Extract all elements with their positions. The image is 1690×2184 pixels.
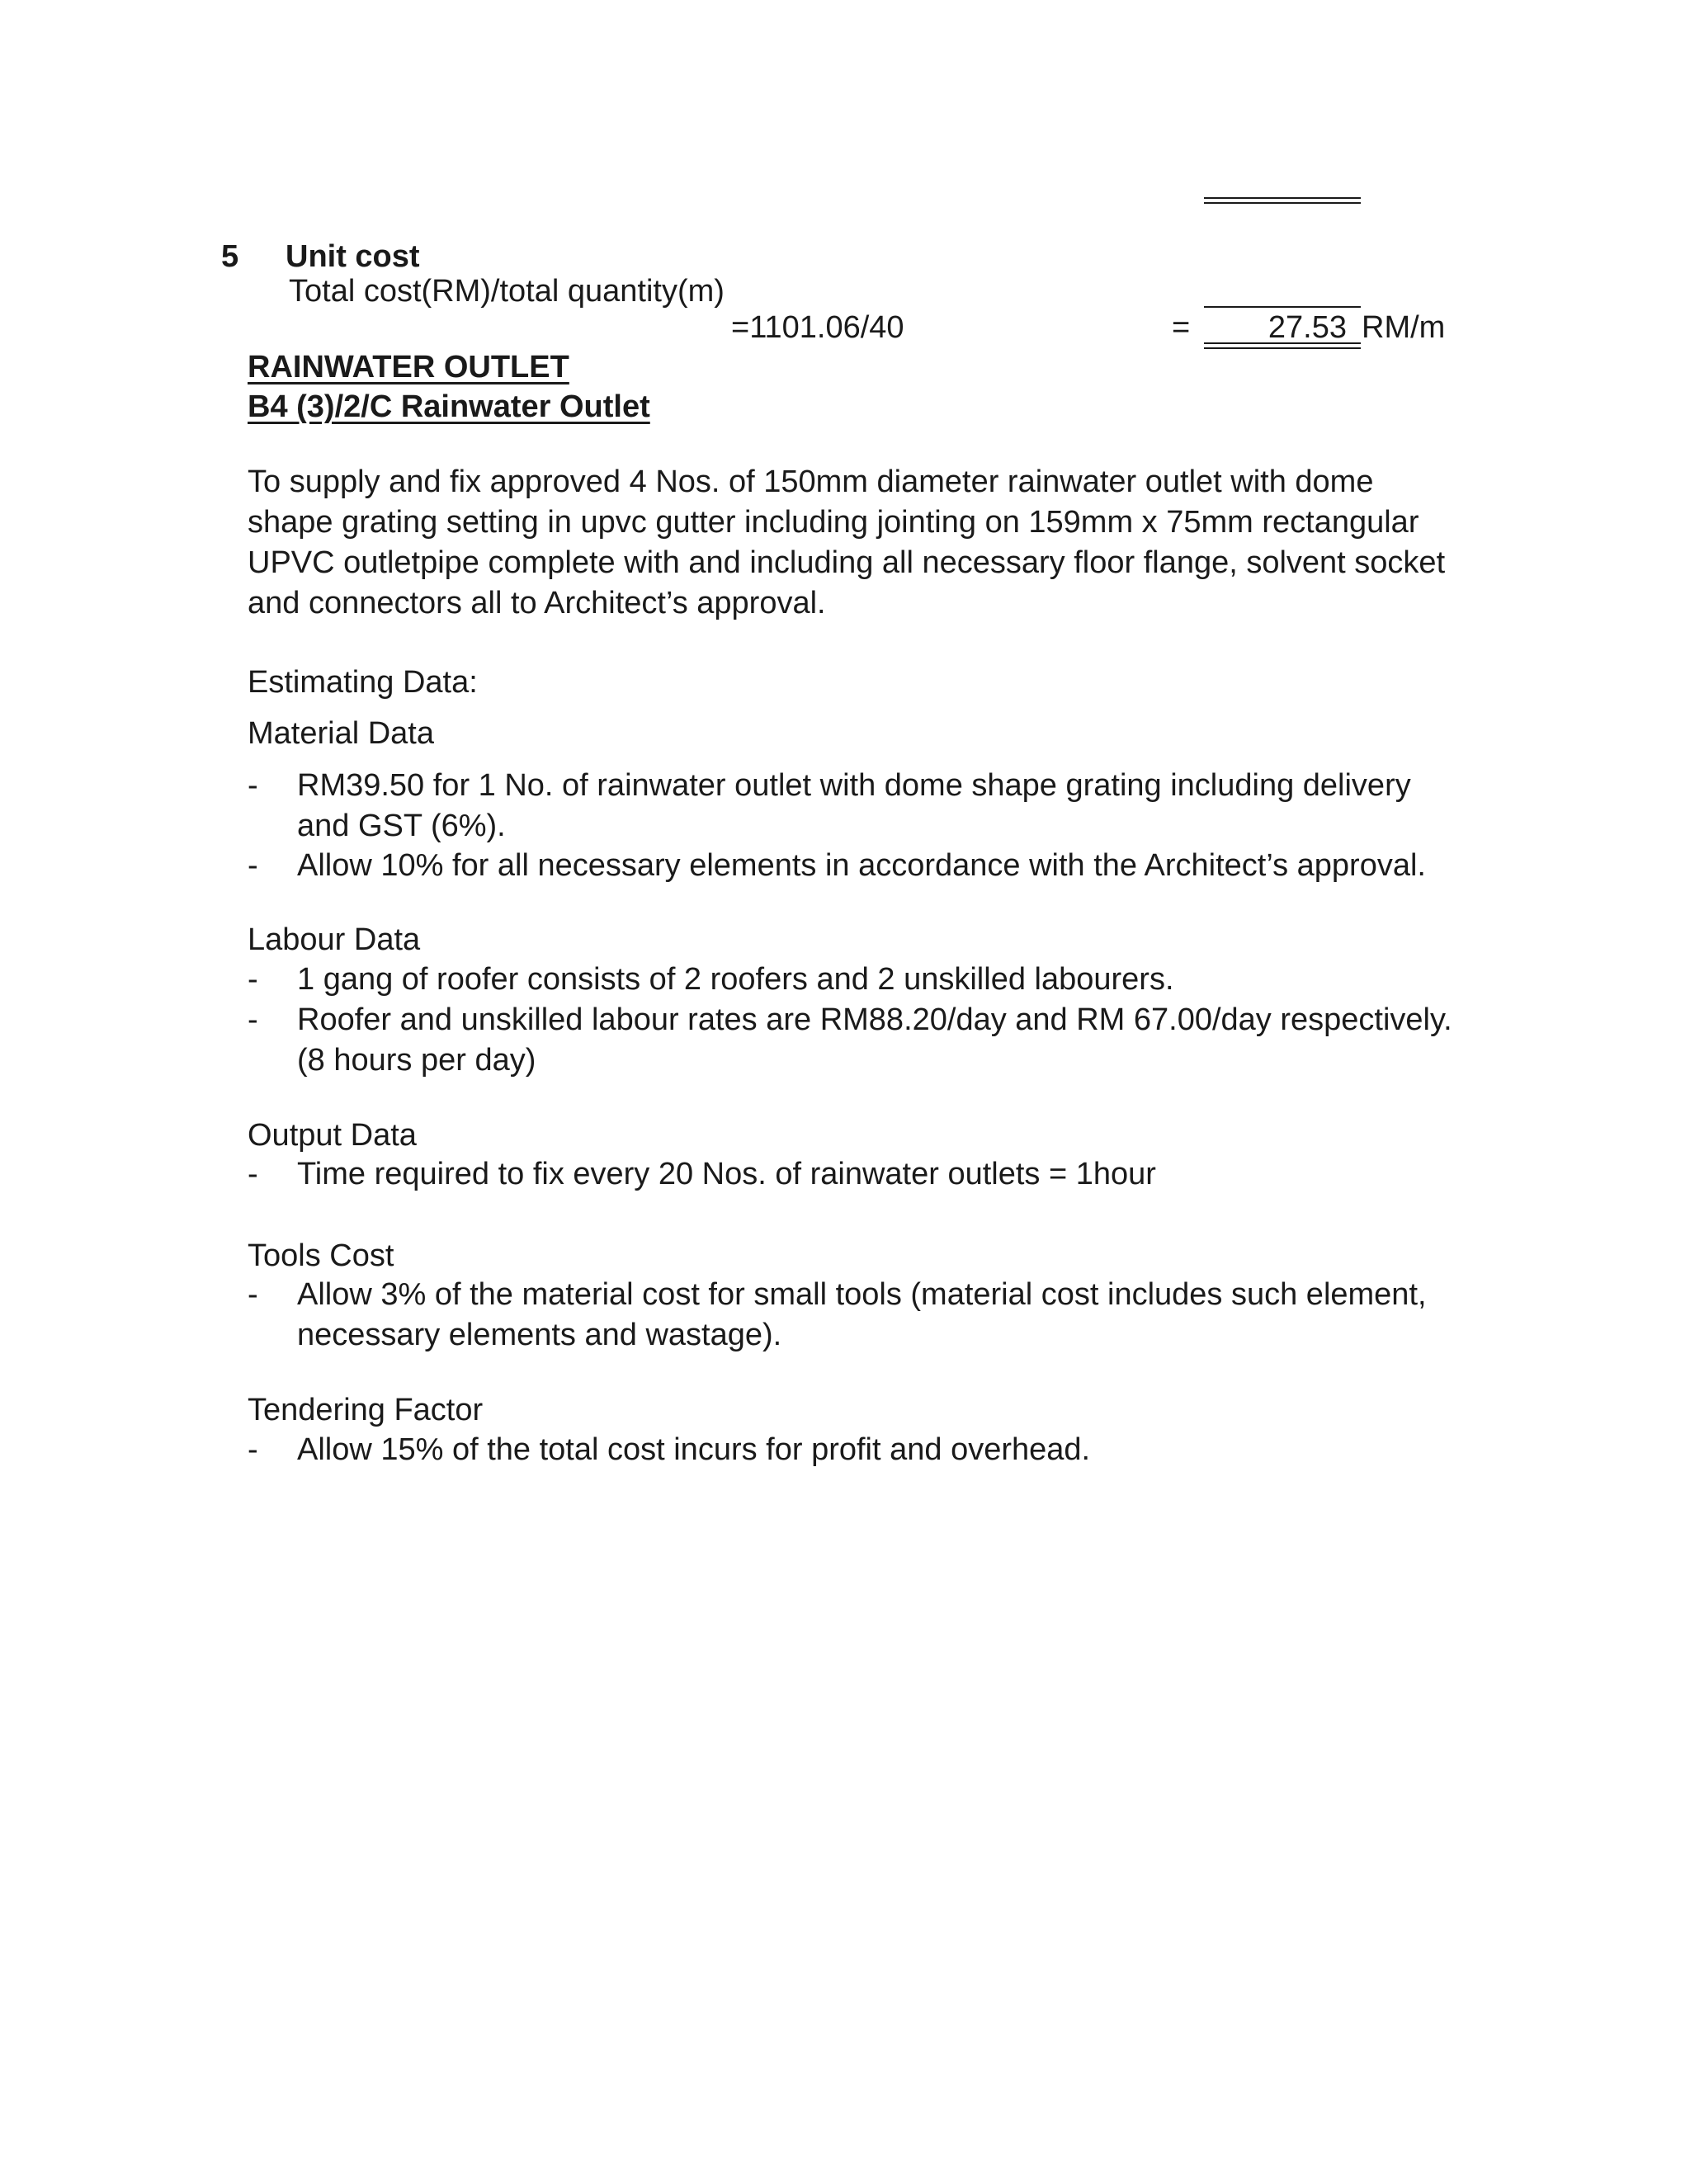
- total-double-rule-top-1: [1204, 197, 1361, 199]
- equals-sign: =: [1172, 310, 1191, 345]
- result-unit: RM/m: [1362, 310, 1446, 345]
- tendering-title: Tendering Factor: [248, 1393, 484, 1427]
- result-value: 27.53: [1268, 310, 1347, 345]
- material-title: Material Data: [248, 716, 434, 751]
- total-double-rule-top-2: [1204, 202, 1361, 204]
- result-double-rule-1: [1204, 342, 1361, 344]
- formula-value: =1101.06/40: [731, 310, 904, 345]
- bullet-dash: -: [248, 962, 258, 997]
- material-item-1: RM39.50 for 1 No. of rainwater outlet with dome shape grating including delivery and GST (6%).: [297, 768, 1411, 843]
- labour-title: Labour Data: [248, 922, 421, 957]
- formula-label: Total cost(RM)/total quantity(m): [289, 274, 725, 309]
- section-heading: RAINWATER OUTLET: [248, 350, 569, 384]
- description-paragraph: To supply and fix approved 4 Nos. of 150mm diameter rainwater outlet with dome shape grating setting in upvc gutter including jointing on 159mm x 75mm rectangular UPVC outletpipe complete with and including all necessary floor flange, solvent socket and connectors all to Architect’s approval.: [248, 465, 1446, 620]
- output-item-1: Time required to fix every 20 Nos. of rainwater outlets = 1hour: [297, 1157, 1156, 1191]
- bullet-dash: -: [248, 1432, 258, 1467]
- tendering-item-1: Allow 15% of the total cost incurs for profit and overhead.: [297, 1432, 1091, 1467]
- estimating-title: Estimating Data:: [248, 665, 478, 700]
- section-subheading: B4 (3)/2/C Rainwater Outlet: [248, 389, 650, 424]
- tools-title: Tools Cost: [248, 1238, 394, 1273]
- bullet-dash: -: [248, 1157, 258, 1191]
- output-title: Output Data: [248, 1118, 417, 1153]
- tools-item-1: Allow 3% of the material cost for small tools (material cost includes such element, necessary elements and wastage).: [297, 1277, 1427, 1352]
- material-item-2: Allow 10% for all necessary elements in accordance with the Architect’s approval.: [297, 848, 1426, 883]
- labour-item-2: Roofer and unskilled labour rates are RM88.20/day and RM 67.00/day respectively. (8 hours per day): [297, 1002, 1452, 1078]
- bullet-dash: -: [248, 1277, 258, 1312]
- item-number: 5: [221, 239, 239, 274]
- bullet-dash: -: [248, 1002, 258, 1037]
- result-top-rule: [1204, 306, 1361, 308]
- item-title: Unit cost: [286, 239, 420, 274]
- result-double-rule-2: [1204, 347, 1361, 349]
- labour-item-1: 1 gang of roofer consists of 2 roofers and 2 unskilled labourers.: [297, 962, 1174, 997]
- bullet-dash: -: [248, 768, 258, 803]
- bullet-dash: -: [248, 848, 258, 883]
